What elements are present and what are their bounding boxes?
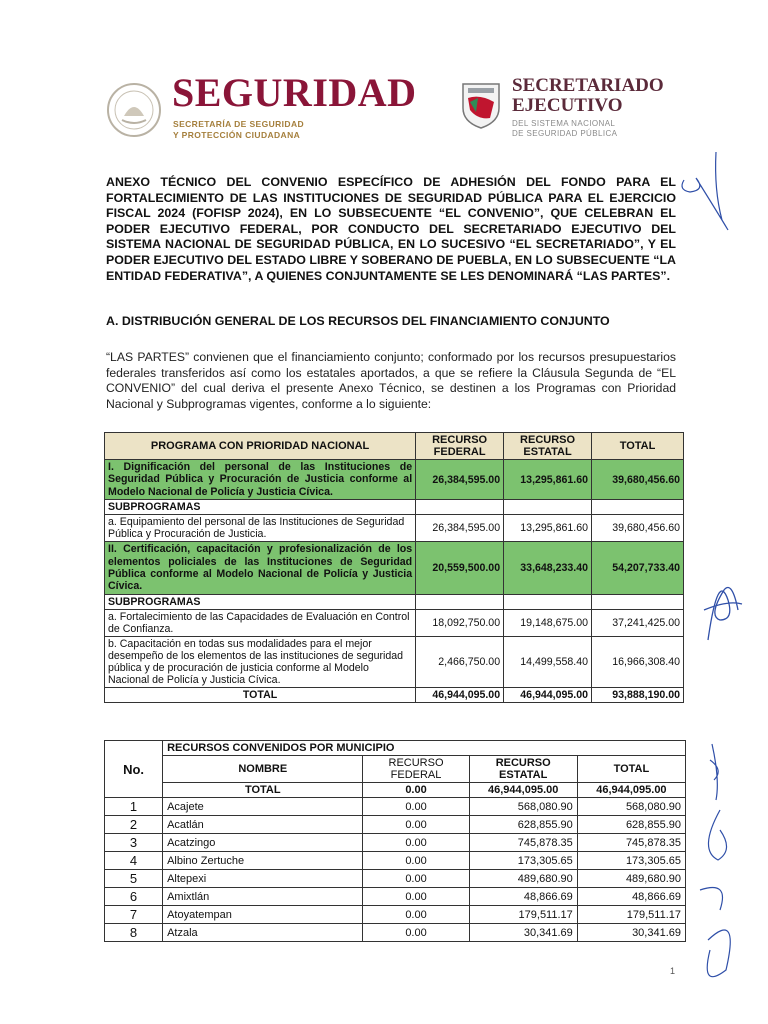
subprogramas-label-row [105, 500, 684, 515]
total-federal: 46,944,095.00 [416, 687, 504, 702]
subprogramas-label-row [105, 594, 684, 609]
total-total: 93,888,190.00 [592, 687, 684, 702]
programs-total-row [105, 687, 684, 702]
header-total: TOTAL [577, 756, 685, 783]
page-number: 1 [670, 966, 676, 976]
municipios-header-row [105, 756, 686, 783]
table-row [105, 852, 686, 870]
row-estatal: 628,855.90 [469, 816, 577, 834]
programs-table-header [105, 433, 684, 460]
secretariado-title-line-1: SECRETARIADO [512, 75, 664, 96]
row-name: Acatzingo [163, 834, 363, 852]
row-name: Atoyatempan [163, 906, 363, 924]
row-federal: 0.00 [363, 852, 469, 870]
municipios-group-row [105, 741, 686, 756]
secretariado-sub-line-2: DE SEGURIDAD PÚBLICA [512, 129, 618, 138]
table-row [105, 816, 686, 834]
row-estatal: 568,080.90 [469, 798, 577, 816]
row-total: 179,511.17 [577, 906, 685, 924]
empty-cell [592, 594, 684, 609]
row-estatal: 30,341.69 [469, 924, 577, 942]
row-estatal: 173,305.65 [469, 852, 577, 870]
subprogram-estatal: 19,148,675.00 [504, 609, 592, 636]
header-nombre: NOMBRE [163, 756, 363, 783]
secretariado-logo-title [512, 76, 664, 116]
row-name: Acajete [163, 798, 363, 816]
row-federal: 0.00 [363, 798, 469, 816]
section-a-paragraph: “LAS PARTES” convienen que el financiamiento conjunto; conformado por los recursos presupuestarios federales transferidos así como los estatales aportados, a que se refiere la Cláusula Segunda de “EL CONVENIO” del cual deriva el presente Anexo Técnico, se destinen a los Programas con Prioridad Nacional y Subprogramas vigentes, conforme a lo siguiente: [106, 350, 676, 411]
total-label: TOTAL [163, 783, 363, 798]
row-no: 5 [105, 870, 163, 888]
program-federal: 26,384,595.00 [416, 460, 504, 500]
subprogram-row [105, 515, 684, 542]
empty-cell [504, 500, 592, 515]
subprogram-name: a. Equipamiento del personal de las Instituciones de Seguridad Pública y Procuración de Justicia. [105, 515, 416, 542]
subprogramas-label: SUBPROGRAMAS [105, 500, 416, 515]
row-federal: 0.00 [363, 870, 469, 888]
subprogram-federal: 18,092,750.00 [416, 609, 504, 636]
header-programa: PROGRAMA CON PRIORIDAD NACIONAL [105, 433, 416, 460]
signature-bottom-icon [690, 740, 750, 1000]
total-estatal: 46,944,095.00 [504, 687, 592, 702]
program-estatal: 33,648,233.40 [504, 542, 592, 595]
secretariado-title-line-2: EJECUTIVO [512, 95, 623, 116]
subprogram-row [105, 609, 684, 636]
subprogram-row [105, 636, 684, 687]
row-total: 628,855.90 [577, 816, 685, 834]
subprogram-federal: 2,466,750.00 [416, 636, 504, 687]
program-federal: 20,559,500.00 [416, 542, 504, 595]
total-estatal: 46,944,095.00 [469, 783, 577, 798]
row-federal: 0.00 [363, 816, 469, 834]
secretariado-sub-line-1: DEL SISTEMA NACIONAL [512, 119, 616, 128]
subprogram-name: a. Fortalecimiento de las Capacidades de Evaluación en Control de Confianza. [105, 609, 416, 636]
seguridad-logo-subtitle [173, 119, 304, 141]
section-a-heading: A. DISTRIBUCIÓN GENERAL DE LOS RECURSOS DEL FINANCIAMIENTO CONJUNTO [106, 314, 610, 328]
empty-cell [504, 594, 592, 609]
row-estatal: 745,878.35 [469, 834, 577, 852]
signature-middle-icon [698, 560, 748, 650]
header-federal: RECURSO FEDERAL [363, 756, 469, 783]
empty-cell [416, 594, 504, 609]
row-total: 489,680.90 [577, 870, 685, 888]
row-no: 4 [105, 852, 163, 870]
row-no: 6 [105, 888, 163, 906]
table-row [105, 870, 686, 888]
program-total: 39,680,456.60 [592, 460, 684, 500]
secretariado-logo-subtitle [512, 119, 617, 139]
row-total: 568,080.90 [577, 798, 685, 816]
total-federal: 0.00 [363, 783, 469, 798]
signature-top-icon [676, 150, 736, 240]
program-total: 54,207,733.40 [592, 542, 684, 595]
empty-cell [416, 500, 504, 515]
total-total: 46,944,095.00 [577, 783, 685, 798]
row-name: Altepexi [163, 870, 363, 888]
program-estatal: 13,295,861.60 [504, 460, 592, 500]
table-row [105, 906, 686, 924]
row-name: Albino Zertuche [163, 852, 363, 870]
seguridad-sub-line-1: SECRETARÍA DE SEGURIDAD [173, 119, 305, 129]
seguridad-sub-line-2: Y PROTECCIÓN CIUDADANA [173, 130, 301, 140]
row-estatal: 48,866.69 [469, 888, 577, 906]
row-no: 3 [105, 834, 163, 852]
table-row [105, 924, 686, 942]
row-total: 48,866.69 [577, 888, 685, 906]
row-federal: 0.00 [363, 924, 469, 942]
row-name: Amixtlán [163, 888, 363, 906]
municipios-table [104, 740, 686, 942]
row-federal: 0.00 [363, 906, 469, 924]
subprogram-total: 16,966,308.40 [592, 636, 684, 687]
row-no: 7 [105, 906, 163, 924]
subprogram-federal: 26,384,595.00 [416, 515, 504, 542]
row-total: 173,305.65 [577, 852, 685, 870]
subprogram-name: b. Capacitación en todas sus modalidades para el mejor desempeño de los elementos de las instituciones de seguridad pública y de procuración de justicia conforme al Modelo Nacional de Policía y Justicia Cívica. [105, 636, 416, 687]
municipios-group-header: RECURSOS CONVENIDOS POR MUNICIPIO [163, 741, 686, 756]
header-total: TOTAL [592, 433, 684, 460]
subprogram-total: 39,680,456.60 [592, 515, 684, 542]
program-name: II. Certificación, capacitación y profesionalización de los elementos policiales de las Instituciones de Seguridad Pública conforme al Modelo Nacional de Policía y Justicia Cívica. [105, 542, 416, 595]
table-row [105, 888, 686, 906]
row-name: Atzala [163, 924, 363, 942]
program-name: I. Dignificación del personal de las Instituciones de Seguridad Pública y Procuración de Justicia conforme al Modelo Nacional de Policía y Justicia Cívica. [105, 460, 416, 500]
row-no: 2 [105, 816, 163, 834]
row-estatal: 179,511.17 [469, 906, 577, 924]
municipios-total-row [105, 783, 686, 798]
no-header: No. [105, 741, 163, 798]
row-no: 8 [105, 924, 163, 942]
row-total: 745,878.35 [577, 834, 685, 852]
row-federal: 0.00 [363, 834, 469, 852]
document-intro: ANEXO TÉCNICO DEL CONVENIO ESPECÍFICO DE ADHESIÓN DEL FONDO PARA EL FORTALECIMIENTO DE LAS INSTITUCIONES DE SEGURIDAD PÚBLICA PARA EL EJERCICIO FISCAL 2024 (FOFISP 2024), EN LO SUBSECUENTE “EL CONVENIO”, QUE CELEBRAN EL PODER EJECUTIVO FEDERAL, POR CONDUCTO DEL SECRETARIADO EJECUTIVO DEL SISTEMA NACIONAL DE SEGURIDAD PÚBLICA, EN LO SUCESIVO “EL SECRETARIADO”, Y EL PODER EJECUTIVO DEL ESTADO LIBRE Y SOBERANO DE PUEBLA, EN LO SUBSECUENTE “LA ENTIDAD FEDERATIVA”, A QUIENES CONJUNTAMENTE SE LES DENOMINARÁ “LAS PARTES”. [106, 175, 676, 283]
table-row [105, 834, 686, 852]
program-row [105, 460, 684, 500]
subprogram-estatal: 13,295,861.60 [504, 515, 592, 542]
mexico-seal-icon [106, 82, 162, 138]
row-estatal: 489,680.90 [469, 870, 577, 888]
row-total: 30,341.69 [577, 924, 685, 942]
sesnsp-shield-icon [460, 80, 502, 130]
row-no: 1 [105, 798, 163, 816]
empty-cell [592, 500, 684, 515]
subprogram-estatal: 14,499,558.40 [504, 636, 592, 687]
header-estatal: RECURSO ESTATAL [469, 756, 577, 783]
header-estatal: RECURSO ESTATAL [504, 433, 592, 460]
table-row [105, 798, 686, 816]
row-federal: 0.00 [363, 888, 469, 906]
subprogramas-label: SUBPROGRAMAS [105, 594, 416, 609]
seguridad-logo-title: SEGURIDAD [172, 70, 417, 115]
subprogram-total: 37,241,425.00 [592, 609, 684, 636]
programs-table [104, 432, 684, 703]
row-name: Acatlán [163, 816, 363, 834]
program-row [105, 542, 684, 595]
total-label: TOTAL [105, 687, 416, 702]
header-federal: RECURSO FEDERAL [416, 433, 504, 460]
